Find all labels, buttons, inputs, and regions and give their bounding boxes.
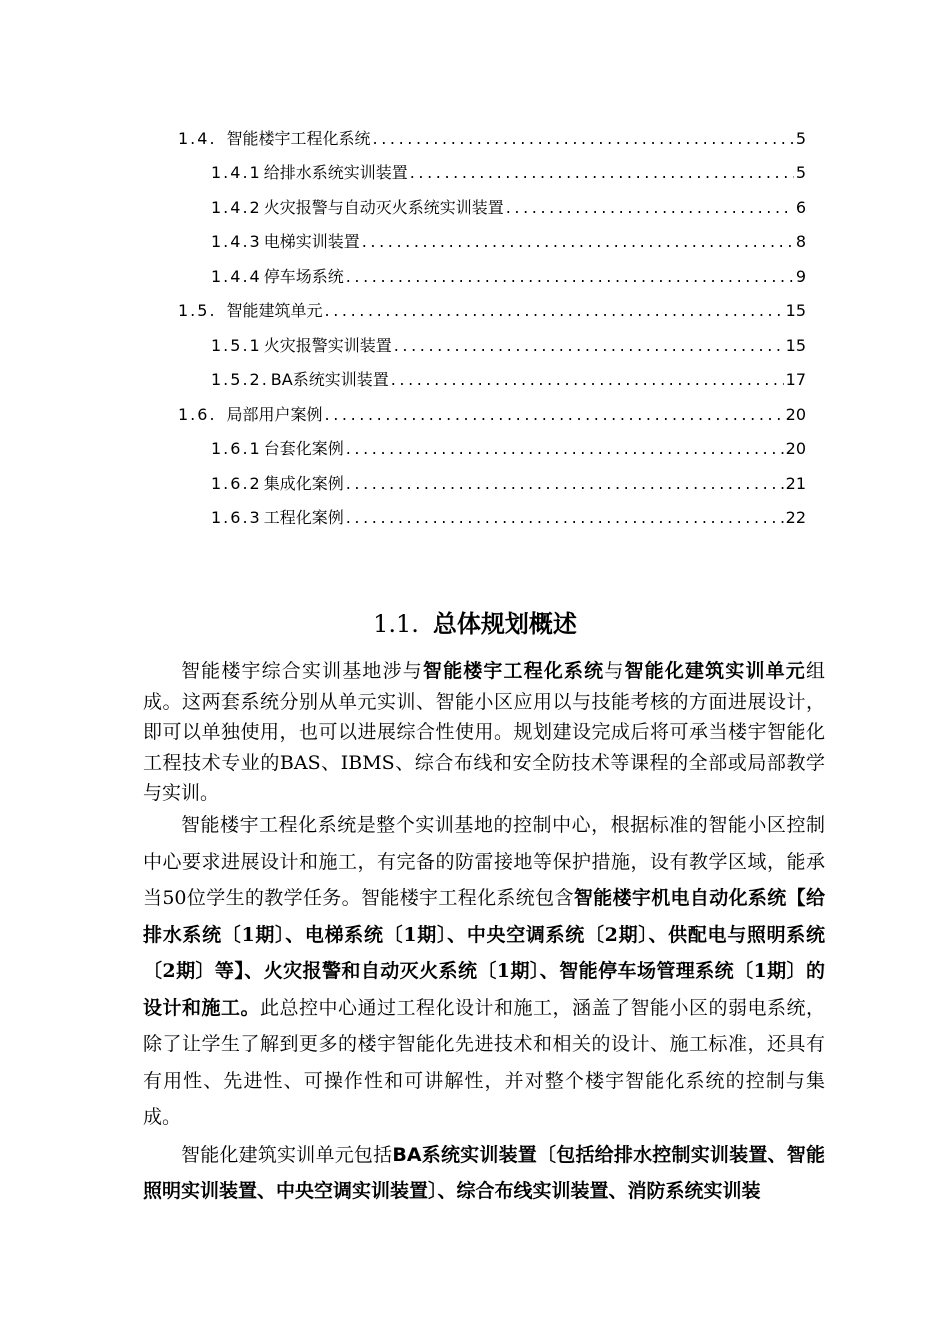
- toc-entry-number: 1.5.2.: [211, 370, 269, 389]
- toc-entry[interactable]: [211, 193, 806, 219]
- toc-entry-title: 停车场系统: [263, 267, 344, 286]
- toc-entry-page: 8: [795, 232, 806, 251]
- toc-entry[interactable]: [211, 331, 806, 357]
- toc-entry-number: 1.6.3: [211, 508, 262, 527]
- toc-leader-dots: [394, 335, 784, 357]
- toc-entry[interactable]: [211, 503, 806, 529]
- toc-entry[interactable]: [178, 296, 806, 322]
- toc-entry-number: 1.4.1: [211, 163, 262, 182]
- toc-entry-page: 20: [785, 405, 806, 424]
- toc-entry-page: 21: [785, 474, 806, 493]
- toc-leader-dots: [410, 162, 794, 184]
- toc-leader-dots: [325, 404, 784, 426]
- toc-entry-title: 火灾报警与自动灭火系统实训装置: [263, 198, 504, 217]
- toc-entry-number: 1.4.2: [211, 198, 262, 217]
- toc-entry-title: 智能建筑单元: [226, 301, 323, 320]
- toc-leader-dots: [346, 473, 784, 495]
- paragraph-text: 智能化建筑实训单元包括: [181, 1144, 393, 1166]
- toc-entry[interactable]: [178, 400, 806, 426]
- toc-entry-title: 智能楼宇工程化系统: [226, 129, 371, 148]
- toc-entry-page: 6: [795, 198, 806, 217]
- section-title: 总体规划概述: [432, 609, 577, 638]
- toc-entry-title: BA系统实训装置: [270, 370, 389, 389]
- paragraph-text: 智能楼宇综合实训基地涉与: [181, 660, 423, 682]
- toc-leader-dots: [346, 266, 794, 288]
- toc-entry-title: 工程化案例: [263, 508, 344, 527]
- toc-entry[interactable]: [211, 365, 806, 391]
- toc-entry[interactable]: [211, 262, 806, 288]
- toc-entry-page: 15: [785, 336, 806, 355]
- bold-text: 智能楼宇工程化系统: [422, 660, 605, 682]
- bold-text: 智能化建筑实训单元: [624, 660, 806, 682]
- toc-entry-page: 9: [795, 267, 806, 286]
- section-number: 1.1.: [373, 610, 419, 638]
- paragraph-text: 此总控中心通过工程化设计和施工，涵盖了智能小区的弱电系统，除了让学生了解到更多的楼宇智能化先进技术和相关的设计、施工标准，还具有有用性、先进性、可操作性和可讲解性，并对整个楼宇智能化系统的控制与集成。: [143, 996, 825, 1128]
- toc-entry-number: 1.4.: [178, 129, 217, 148]
- bold-text: 智能楼宇机电自动化系统【给排水系统〔1期〕、电梯系统〔1期〕、中央空调系统〔2期〕、供配电与照明系统〔2期〕等】、火灾报警和自动灭火系统〔1期〕、智能停车场管理系统〔1期〕的设计和施工。: [143, 887, 825, 1019]
- toc-entry-title: 集成化案例: [263, 474, 344, 493]
- toc-entry-number: 1.4.3: [211, 232, 262, 251]
- toc-entry-number: 1.5.: [178, 301, 217, 320]
- toc-entry[interactable]: [211, 227, 806, 253]
- toc-entry-title: 电梯实训装置: [263, 232, 360, 251]
- toc-entry[interactable]: [211, 469, 806, 495]
- toc-leader-dots: [391, 369, 784, 391]
- paragraph-text: 组成。这两套系统分别从单元实训、智能小区应用以与技能考核的方面进展设计，即可以单独使用，也可以进展综合性使用。规划建设完成后将可承当楼宇智能化工程技术专业的BAS、IBMS、综合布线和安全防技术等课程的全部或局部教学与实训。: [143, 660, 825, 804]
- toc-entry-number: 1.6.2: [211, 474, 262, 493]
- toc-entry-title: 给排水系统实训装置: [263, 163, 408, 182]
- bold-text: 系统实训装置〔包括给排水控制实训装置、智能照明实训装置、中央空调实训装置〕、综合布线实训装置、消防系统实训装: [143, 1144, 825, 1202]
- toc-entry[interactable]: [211, 434, 806, 460]
- body-paragraph: [143, 807, 825, 1136]
- toc-entry-page: 5: [795, 129, 806, 148]
- paragraph-text: 与: [604, 660, 625, 682]
- toc-leader-dots: [325, 300, 784, 322]
- toc-entry-number: 1.5.1: [211, 336, 262, 355]
- paragraph-text: 智能楼宇工程化系统是整个实训基地的控制中心，根据标准的智能小区控制中心要求进展设计和施工，有完备的防雷接地等保护措施，设有教学区域，能承当50位学生的教学任务。智能楼宇工程化系统包含: [143, 814, 825, 909]
- body-paragraph: [143, 656, 825, 809]
- toc-entry[interactable]: [178, 124, 806, 150]
- toc-entry[interactable]: [211, 158, 806, 184]
- toc-entry-title: 台套化案例: [263, 439, 344, 458]
- toc-entry-title: 火灾报警实训装置: [263, 336, 392, 355]
- toc-entry-number: 1.6.: [178, 405, 217, 424]
- toc-entry-title: 局部用户案例: [226, 405, 323, 424]
- bold-text: BA: [392, 1144, 422, 1166]
- toc-entry-page: 5: [795, 163, 806, 182]
- toc-entry-number: 1.4.4: [211, 267, 262, 286]
- toc-leader-dots: [362, 231, 794, 253]
- section-heading: [0, 604, 950, 639]
- toc-leader-dots: [346, 507, 784, 529]
- toc-entry-page: 17: [785, 370, 806, 389]
- body-paragraph: [143, 1137, 825, 1209]
- toc-entry-page: 22: [785, 508, 806, 527]
- toc-entry-number: 1.6.1: [211, 439, 262, 458]
- toc-entry-page: 20: [785, 439, 806, 458]
- toc-leader-dots: [346, 438, 784, 460]
- toc-entry-page: 15: [785, 301, 806, 320]
- toc-leader-dots: [506, 197, 794, 219]
- toc-leader-dots: [373, 128, 794, 150]
